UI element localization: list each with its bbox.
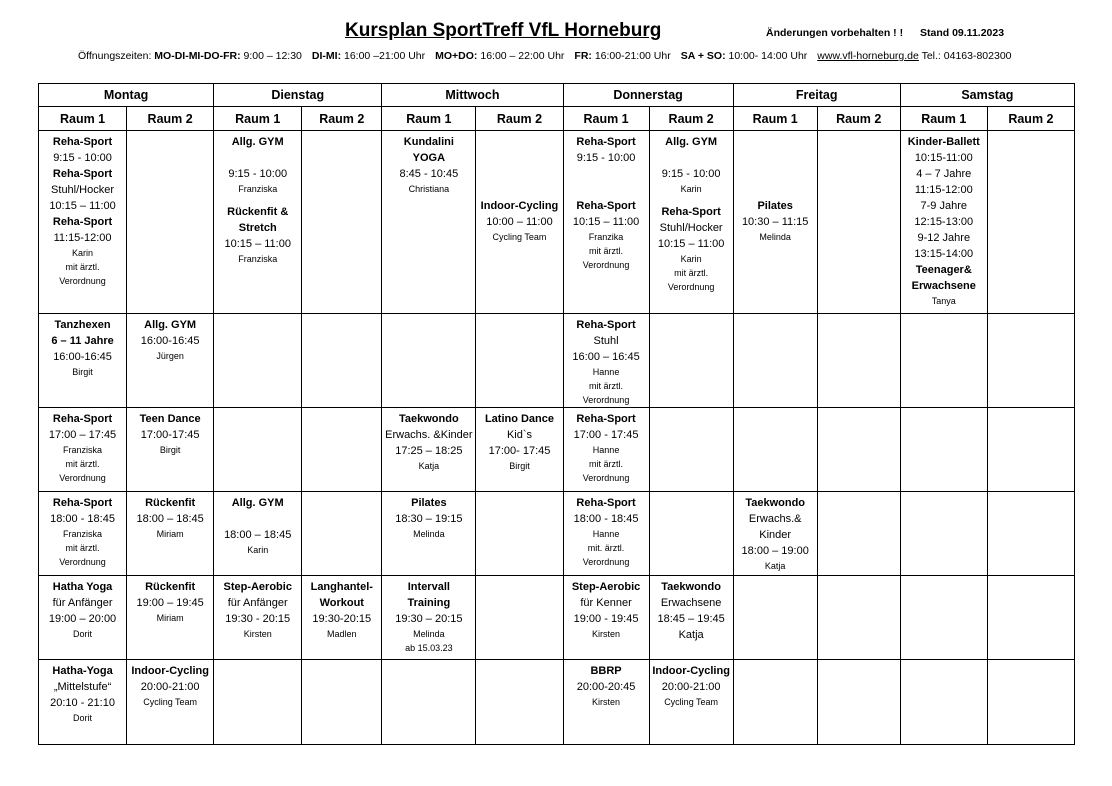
course-cell xyxy=(733,492,817,576)
empty-cell xyxy=(302,660,382,745)
course-detail: Kid`s xyxy=(506,429,533,441)
hours-segment: 16:00 –21:00 Uhr xyxy=(341,50,426,62)
course-detail: 13:15-14:00 xyxy=(914,248,974,260)
spacer xyxy=(476,166,562,182)
hours-segment: SA + SO: xyxy=(680,50,726,62)
course-note: Verordnung xyxy=(582,473,630,483)
course-name: 6 – 11 Jahre xyxy=(51,335,114,347)
course-name: Step-Aerobic xyxy=(571,581,641,593)
hours-segment: DI-MI: xyxy=(311,50,342,62)
empty-cell xyxy=(302,131,382,314)
course-name: Stretch xyxy=(238,222,277,234)
course-note: Franzika xyxy=(588,232,624,242)
spacer xyxy=(214,150,301,166)
course-detail: Erwachs.& Kinder xyxy=(748,513,802,541)
hours-segment: Öffnungszeiten: xyxy=(78,50,155,62)
course-note: Kirsten xyxy=(592,697,621,707)
course-detail: 19:30 - 20:15 xyxy=(225,613,291,625)
course-note: mit ärztl. xyxy=(589,459,624,469)
room-header: Raum 2 xyxy=(817,107,900,131)
day-header-mittwoch: Mittwoch xyxy=(382,84,563,107)
hours-segment: 10:00- 14:00 Uhr xyxy=(725,50,808,62)
spacer xyxy=(734,182,817,198)
course-cell xyxy=(563,492,649,576)
course-note: mit ärztl. xyxy=(674,268,709,278)
course-cell xyxy=(39,408,127,492)
course-cell xyxy=(382,131,476,314)
course-detail: 17:00- 17:45 xyxy=(488,445,551,457)
course-name: Langhantel- xyxy=(310,581,373,593)
website-link[interactable]: www.vfl-horneburg.de xyxy=(817,50,919,62)
spacer xyxy=(214,196,301,204)
course-note: mit ärztl. xyxy=(589,381,624,391)
course-note: mit ärztl. xyxy=(65,459,100,469)
course-detail: 9:15 - 10:00 xyxy=(576,152,636,164)
course-note: Verordnung xyxy=(582,557,630,567)
course-cell xyxy=(39,660,127,745)
course-detail: 16:00-16:45 xyxy=(53,351,112,363)
room-header: Raum 2 xyxy=(649,107,733,131)
course-note: Miriam xyxy=(156,613,184,623)
course-cell xyxy=(127,660,214,745)
course-detail: 19:00 – 20:00 xyxy=(48,613,117,625)
course-name: Hatha-Yoga xyxy=(52,665,113,677)
empty-cell xyxy=(987,660,1074,745)
empty-cell xyxy=(900,314,987,408)
course-name: Intervall xyxy=(407,581,450,593)
course-note: Verordnung xyxy=(582,395,630,405)
course-name: Indoor-Cycling xyxy=(652,665,730,677)
course-name: Reha-Sport xyxy=(52,413,113,425)
room-header: Raum 1 xyxy=(563,107,649,131)
course-detail: für Anfänger xyxy=(52,597,113,609)
spacer xyxy=(476,150,562,166)
course-cell xyxy=(649,660,733,745)
course-name: Indoor-Cycling xyxy=(480,200,559,212)
course-cell xyxy=(649,576,733,660)
course-name: Reha-Sport xyxy=(52,168,113,180)
course-note: Dorit xyxy=(73,713,93,723)
course-cell xyxy=(127,408,214,492)
course-cell xyxy=(302,576,382,660)
course-detail: 19:00 - 19:45 xyxy=(573,613,639,625)
hours-segment: FR: xyxy=(574,50,592,62)
spacer xyxy=(476,134,562,150)
course-name: Reha-Sport xyxy=(661,206,721,218)
course-note: Jürgen xyxy=(156,351,184,361)
empty-cell xyxy=(987,314,1074,408)
course-cell xyxy=(563,131,649,314)
empty-cell xyxy=(987,408,1074,492)
schedule-row xyxy=(39,492,1075,576)
course-note: Hanne xyxy=(592,529,620,539)
course-detail: 10:15 – 11:00 xyxy=(49,200,116,212)
course-note: Melinda xyxy=(413,529,445,539)
course-detail: 18:00 – 19:00 xyxy=(741,545,809,557)
course-detail: 9-12 Jahre xyxy=(917,232,971,244)
empty-cell xyxy=(302,408,382,492)
course-name: Allg. GYM xyxy=(231,136,284,148)
course-schedule-table xyxy=(38,83,1075,745)
schedule-row xyxy=(39,408,1075,492)
course-name: Hatha Yoga xyxy=(52,581,113,593)
course-detail: „Mittelstufe“ xyxy=(53,681,112,693)
course-name: Taekwondo xyxy=(399,413,459,425)
course-note: Verordnung xyxy=(667,282,715,292)
empty-cell xyxy=(649,492,733,576)
empty-cell xyxy=(302,314,382,408)
course-name: Rückenfit xyxy=(145,497,196,509)
course-detail: 19:30-20:15 xyxy=(312,613,372,625)
spacer xyxy=(214,511,301,527)
course-detail: 20:00-21:00 xyxy=(661,681,721,693)
course-detail: Stuhl xyxy=(593,335,619,347)
hours-segment: 16:00 – 22:00 Uhr xyxy=(477,50,565,62)
course-name: Training xyxy=(407,597,451,609)
course-detail: 17:00 - 17:45 xyxy=(573,429,639,441)
course-name: Kundalini xyxy=(403,136,454,148)
schedule-row xyxy=(39,576,1075,660)
course-detail: 18:00 - 18:45 xyxy=(573,513,639,525)
course-name: YOGA xyxy=(412,152,446,164)
course-note: mit ärztl. xyxy=(65,262,100,272)
course-name: Allg. GYM xyxy=(665,136,718,148)
course-note: Madlen xyxy=(327,629,357,639)
course-detail: 18:00 – 18:45 xyxy=(136,513,204,525)
course-note: Karin xyxy=(72,248,94,258)
course-detail: 10:15-11:00 xyxy=(914,152,973,164)
course-note: Birgit xyxy=(159,445,181,455)
empty-cell xyxy=(733,314,817,408)
empty-cell xyxy=(476,660,563,745)
course-detail: 7-9 Jahre xyxy=(920,200,968,212)
course-note: Kirsten xyxy=(592,629,621,639)
course-note: mit. ärztl. xyxy=(587,543,625,553)
spacer xyxy=(734,150,817,166)
course-note: Hanne xyxy=(592,445,620,455)
course-name: Reha-Sport xyxy=(52,497,113,509)
course-cell xyxy=(39,576,127,660)
course-note: Dorit xyxy=(73,629,93,639)
course-name: Erwachsene xyxy=(911,280,976,292)
change-notice: Änderungen vorbehalten ! ! xyxy=(766,27,904,39)
course-note: Franziska xyxy=(238,184,278,194)
course-detail: 9:15 - 10:00 xyxy=(661,168,721,180)
course-cell xyxy=(563,408,649,492)
empty-cell xyxy=(476,314,563,408)
empty-cell xyxy=(127,131,214,314)
course-note: Melinda xyxy=(413,629,445,639)
course-note: mit ärztl. xyxy=(65,543,100,553)
course-name: Kinder-Ballett xyxy=(907,136,980,148)
course-note: ab 15.03.23 xyxy=(405,643,453,653)
course-detail: 20:00-20:45 xyxy=(576,681,636,693)
course-note: Karin xyxy=(247,545,269,555)
course-detail: 4 – 7 Jahre xyxy=(916,168,972,180)
hours-segment: 16:00-21:00 Uhr xyxy=(591,50,671,62)
course-cell xyxy=(127,314,214,408)
day-header-samstag: Samstag xyxy=(900,84,1074,107)
course-detail: 9:15 - 10:00 xyxy=(228,168,288,180)
course-detail: 11:15-12:00 xyxy=(53,232,112,244)
room-header: Raum 1 xyxy=(214,107,302,131)
spacer xyxy=(734,134,817,150)
course-note: Melinda xyxy=(759,232,791,242)
course-detail: 20:10 - 21:10 xyxy=(50,697,115,709)
course-cell xyxy=(39,492,127,576)
room-header: Raum 1 xyxy=(382,107,476,131)
empty-cell xyxy=(476,492,563,576)
empty-cell xyxy=(214,408,302,492)
day-header-donnerstag: Donnerstag xyxy=(563,84,733,107)
spacer xyxy=(650,196,733,204)
course-detail: 9:15 - 10:00 xyxy=(53,152,112,164)
course-note: Karin xyxy=(680,254,702,264)
hours-segment: Tel.: 04163-802300 xyxy=(918,50,1012,62)
course-detail: 8:45 - 10:45 xyxy=(399,168,459,180)
course-detail: 10:15 – 11:00 xyxy=(224,238,291,250)
course-cell xyxy=(563,576,649,660)
room-header: Raum 2 xyxy=(302,107,382,131)
room-header: Raum 1 xyxy=(900,107,987,131)
course-detail: Erwachsene xyxy=(660,597,722,609)
course-note: Birgit xyxy=(72,367,93,377)
course-note: Miriam xyxy=(156,529,184,539)
room-header: Raum 2 xyxy=(987,107,1074,131)
course-note: Franziska xyxy=(63,529,103,539)
schedule-row xyxy=(39,131,1075,314)
course-cell xyxy=(39,314,127,408)
course-detail: 10:15 – 11:00 xyxy=(657,238,725,250)
course-note: Tanya xyxy=(931,296,956,306)
course-detail: Katja xyxy=(678,629,704,641)
course-detail: 12:15-13:00 xyxy=(914,216,974,228)
course-name: Taekwondo xyxy=(661,581,721,593)
course-detail: 20:00-21:00 xyxy=(140,681,200,693)
course-cell xyxy=(563,660,649,745)
schedule-row xyxy=(39,660,1075,745)
course-note: Verordnung xyxy=(582,260,630,270)
course-note: Christiana xyxy=(408,184,450,194)
course-name: Reha-Sport xyxy=(576,319,636,331)
course-note: Verordnung xyxy=(59,557,106,567)
course-cell xyxy=(127,576,214,660)
empty-cell xyxy=(649,314,733,408)
empty-cell xyxy=(733,660,817,745)
course-cell xyxy=(382,492,476,576)
course-name: Reha-Sport xyxy=(576,136,636,148)
course-note: Hanne xyxy=(592,367,620,377)
empty-cell xyxy=(817,576,900,660)
course-cell xyxy=(214,492,302,576)
empty-cell xyxy=(817,314,900,408)
spacer xyxy=(564,182,649,198)
course-name: BBRP xyxy=(590,665,622,677)
opening-hours-line xyxy=(78,50,1012,62)
course-name: Taekwondo xyxy=(745,497,806,509)
course-note: Katja xyxy=(418,461,440,471)
course-name: Reha-Sport xyxy=(52,216,113,228)
course-cell xyxy=(214,131,302,314)
course-note: Cycling Team xyxy=(664,697,719,707)
course-detail: 19:30 – 20:15 xyxy=(395,613,463,625)
course-name: Reha-Sport xyxy=(576,200,636,212)
course-note: Franziska xyxy=(238,254,278,264)
course-name: Teen Dance xyxy=(139,413,201,425)
course-note: Verordnung xyxy=(59,473,106,483)
spacer xyxy=(564,166,649,182)
empty-cell xyxy=(817,408,900,492)
course-cell xyxy=(900,131,987,314)
course-note: Verordnung xyxy=(59,276,106,286)
course-cell xyxy=(649,131,733,314)
course-detail: für Anfänger xyxy=(227,597,288,609)
empty-cell xyxy=(987,492,1074,576)
course-note: Cycling Team xyxy=(143,697,198,707)
course-detail: 18:30 – 19:15 xyxy=(395,513,463,525)
course-detail: 17:25 – 18:25 xyxy=(395,445,463,457)
course-name: Allg. GYM xyxy=(231,497,284,509)
empty-cell xyxy=(817,131,900,314)
empty-cell xyxy=(382,314,476,408)
empty-cell xyxy=(900,408,987,492)
empty-cell xyxy=(476,576,563,660)
course-detail: für Kenner xyxy=(580,597,632,609)
course-detail: 19:00 – 19:45 xyxy=(136,597,204,609)
course-detail: Stuhl/Hocker xyxy=(659,222,723,234)
course-name: Rückenfit & xyxy=(227,206,289,218)
room-header: Raum 2 xyxy=(127,107,214,131)
course-cell xyxy=(563,314,649,408)
room-header: Raum 1 xyxy=(39,107,127,131)
course-name: Tanzhexen xyxy=(54,319,111,331)
spacer xyxy=(734,166,817,182)
empty-cell xyxy=(382,660,476,745)
empty-cell xyxy=(214,660,302,745)
empty-cell xyxy=(649,408,733,492)
course-name: Pilates xyxy=(411,497,447,509)
course-note: Kirsten xyxy=(243,629,272,639)
spacer xyxy=(650,150,733,166)
course-cell xyxy=(382,576,476,660)
course-cell xyxy=(214,576,302,660)
course-detail: 10:30 – 11:15 xyxy=(741,216,809,228)
empty-cell xyxy=(302,492,382,576)
schedule-row xyxy=(39,314,1075,408)
course-name: Step-Aerobic xyxy=(223,581,292,593)
course-note: Franziska xyxy=(63,445,103,455)
course-note: Katja xyxy=(764,561,786,571)
spacer xyxy=(476,182,562,198)
course-detail: 16:00 – 16:45 xyxy=(572,351,640,363)
course-name: Allg. GYM xyxy=(144,319,197,331)
course-detail: Erwachs. &Kinder xyxy=(385,429,473,441)
course-name: Reha-Sport xyxy=(576,497,636,509)
course-cell xyxy=(476,408,563,492)
hours-segment: 9:00 – 12:30 xyxy=(240,50,302,62)
course-detail: 11:15-12:00 xyxy=(914,184,973,196)
empty-cell xyxy=(733,408,817,492)
course-cell xyxy=(733,131,817,314)
empty-cell xyxy=(214,314,302,408)
course-detail: Stuhl/Hocker xyxy=(51,184,115,196)
room-header-row xyxy=(39,107,1075,131)
day-header-freitag: Freitag xyxy=(733,84,900,107)
empty-cell xyxy=(817,492,900,576)
course-cell xyxy=(39,131,127,314)
course-cell xyxy=(382,408,476,492)
day-header-montag: Montag xyxy=(39,84,214,107)
course-name: Pilates xyxy=(757,200,793,212)
course-name: Reha-Sport xyxy=(576,413,636,425)
empty-cell xyxy=(987,576,1074,660)
course-detail: 18:00 – 18:45 xyxy=(224,529,292,541)
course-note: mit ärztl. xyxy=(589,246,624,256)
course-detail: 17:00 – 17:45 xyxy=(48,429,117,441)
empty-cell xyxy=(900,492,987,576)
course-name: Teenager& xyxy=(915,264,972,276)
course-cell xyxy=(127,492,214,576)
course-name: Rückenfit xyxy=(145,581,196,593)
course-detail: 17:00-17:45 xyxy=(140,429,200,441)
empty-cell xyxy=(900,576,987,660)
empty-cell xyxy=(900,660,987,745)
hours-segment: MO+DO: xyxy=(435,50,478,62)
course-note: Cycling Team xyxy=(492,232,547,242)
day-header-dienstag: Dienstag xyxy=(214,84,382,107)
hours-segment: MO-DI-MI-DO-FR: xyxy=(154,50,241,62)
course-name: Workout xyxy=(319,597,364,609)
course-detail: 16:00-16:45 xyxy=(140,335,200,347)
room-header: Raum 1 xyxy=(733,107,817,131)
course-note: Birgit xyxy=(509,461,530,471)
page-title: Kursplan SportTreff VfL Horneburg xyxy=(345,20,662,41)
course-detail: 18:45 – 19:45 xyxy=(657,613,725,625)
course-detail: 10:00 – 11:00 xyxy=(486,216,553,228)
empty-cell xyxy=(987,131,1074,314)
course-name: Indoor-Cycling xyxy=(131,665,209,677)
course-detail: 18:00 - 18:45 xyxy=(50,513,115,525)
course-detail: 10:15 – 11:00 xyxy=(572,216,640,228)
course-note: Karin xyxy=(680,184,702,194)
empty-cell xyxy=(733,576,817,660)
room-header: Raum 2 xyxy=(476,107,563,131)
date-stamp: Stand 09.11.2023 xyxy=(920,27,1005,39)
empty-cell xyxy=(817,660,900,745)
course-name: Reha-Sport xyxy=(52,136,113,148)
course-name: Latino Dance xyxy=(484,413,555,425)
day-header-row xyxy=(39,84,1075,107)
course-cell xyxy=(476,131,563,314)
